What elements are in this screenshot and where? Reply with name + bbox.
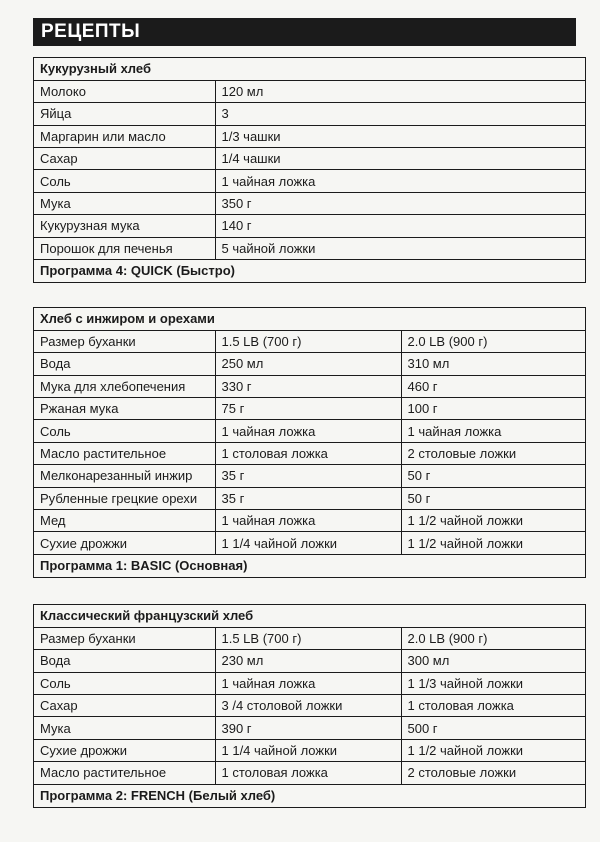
ingredient-name: Маргарин или масло bbox=[34, 125, 215, 147]
ingredient-name: Сахар bbox=[34, 695, 215, 717]
amount-small: 1.5 LB (700 г) bbox=[215, 330, 401, 352]
ingredient-name: Размер буханки bbox=[34, 627, 215, 649]
ingredient-name: Вода bbox=[34, 353, 215, 375]
amount-small: 250 мл bbox=[215, 353, 401, 375]
ingredient-row bbox=[34, 695, 585, 717]
ingredient-name: Мука bbox=[34, 717, 215, 739]
amount-small: 390 г bbox=[215, 717, 401, 739]
amount-large: 300 мл bbox=[401, 650, 585, 672]
ingredient-row bbox=[34, 487, 585, 509]
ingredient-row bbox=[34, 627, 585, 649]
ingredient-row bbox=[34, 650, 585, 672]
ingredient-row bbox=[34, 80, 585, 102]
amount-small: 1 чайная ложка bbox=[215, 420, 401, 442]
ingredient-name: Мелконарезанный инжир bbox=[34, 465, 215, 487]
amount-large: 2.0 LB (900 г) bbox=[401, 627, 585, 649]
amount-large: 1 1/3 чайной ложки bbox=[401, 672, 585, 694]
ingredient-row bbox=[34, 717, 585, 739]
ingredient-name: Молоко bbox=[34, 80, 215, 102]
amount-large: 2 столовые ложки bbox=[401, 762, 585, 784]
amount-large: 100 г bbox=[401, 398, 585, 420]
ingredient-name: Соль bbox=[34, 420, 215, 442]
ingredient-name: Сухие дрожжи bbox=[34, 739, 215, 761]
ingredient-row bbox=[34, 465, 585, 487]
ingredient-name: Сахар bbox=[34, 148, 215, 170]
ingredient-name: Яйца bbox=[34, 103, 215, 125]
recipe-title-row bbox=[34, 605, 585, 627]
amount-small: 35 г bbox=[215, 465, 401, 487]
ingredient-amount: 1/3 чашки bbox=[215, 125, 585, 147]
amount-small: 35 г bbox=[215, 487, 401, 509]
amount-large: 2.0 LB (900 г) bbox=[401, 330, 585, 352]
ingredient-name: Ржаная мука bbox=[34, 398, 215, 420]
ingredient-row bbox=[34, 215, 585, 237]
ingredient-name: Порошок для печенья bbox=[34, 237, 215, 259]
ingredient-row bbox=[34, 103, 585, 125]
ingredient-name: Мука для хлебопечения bbox=[34, 375, 215, 397]
ingredient-amount: 350 г bbox=[215, 192, 585, 214]
ingredient-row bbox=[34, 762, 585, 784]
ingredient-name: Масло растительное bbox=[34, 762, 215, 784]
ingredient-name: Сухие дрожжи bbox=[34, 532, 215, 554]
ingredient-name: Кукурузная мука bbox=[34, 215, 215, 237]
amount-small: 330 г bbox=[215, 375, 401, 397]
recipe-title: Хлеб с инжиром и орехами bbox=[34, 308, 585, 330]
amount-small: 3 /4 столовой ложки bbox=[215, 695, 401, 717]
ingredient-row bbox=[34, 330, 585, 352]
recipe-title: Классический французский хлеб bbox=[34, 605, 585, 627]
amount-large: 1 столовая ложка bbox=[401, 695, 585, 717]
ingredient-amount: 1 чайная ложка bbox=[215, 170, 585, 192]
amount-large: 460 г bbox=[401, 375, 585, 397]
ingredient-amount: 140 г bbox=[215, 215, 585, 237]
amount-small: 75 г bbox=[215, 398, 401, 420]
amount-large: 50 г bbox=[401, 465, 585, 487]
recipe-corn-bread bbox=[33, 57, 586, 283]
recipe-table bbox=[34, 58, 585, 282]
ingredient-row bbox=[34, 739, 585, 761]
amount-small: 230 мл bbox=[215, 650, 401, 672]
ingredient-name: Соль bbox=[34, 170, 215, 192]
ingredient-name: Размер буханки bbox=[34, 330, 215, 352]
amount-small: 1 1/4 чайной ложки bbox=[215, 532, 401, 554]
amount-large: 1 1/2 чайной ложки bbox=[401, 510, 585, 532]
amount-large: 2 столовые ложки bbox=[401, 442, 585, 464]
recipe-title-row bbox=[34, 308, 585, 330]
recipe-table bbox=[34, 308, 585, 577]
amount-small: 1 1/4 чайной ложки bbox=[215, 739, 401, 761]
recipe-table bbox=[34, 605, 585, 807]
amount-large: 1 1/2 чайной ложки bbox=[401, 532, 585, 554]
ingredient-row bbox=[34, 420, 585, 442]
ingredient-row bbox=[34, 532, 585, 554]
page-title: РЕЦЕПТЫ bbox=[33, 18, 576, 46]
program-row bbox=[34, 554, 585, 576]
amount-small: 1 столовая ложка bbox=[215, 442, 401, 464]
amount-large: 310 мл bbox=[401, 353, 585, 375]
amount-large: 50 г bbox=[401, 487, 585, 509]
ingredient-row bbox=[34, 192, 585, 214]
recipe-title: Кукурузный хлеб bbox=[34, 58, 585, 80]
ingredient-amount: 5 чайной ложки bbox=[215, 237, 585, 259]
ingredient-row bbox=[34, 375, 585, 397]
ingredient-name: Мука bbox=[34, 192, 215, 214]
ingredient-row bbox=[34, 170, 585, 192]
ingredient-row bbox=[34, 237, 585, 259]
ingredient-row bbox=[34, 148, 585, 170]
program-label: Программа 1: BASIC (Основная) bbox=[34, 554, 585, 576]
ingredient-name: Рубленные грецкие орехи bbox=[34, 487, 215, 509]
amount-large: 1 1/2 чайной ложки bbox=[401, 739, 585, 761]
amount-small: 1 чайная ложка bbox=[215, 510, 401, 532]
amount-large: 500 г bbox=[401, 717, 585, 739]
ingredient-row bbox=[34, 510, 585, 532]
ingredient-row bbox=[34, 672, 585, 694]
recipe-french-bread bbox=[33, 604, 586, 808]
ingredient-name: Соль bbox=[34, 672, 215, 694]
ingredient-amount: 1/4 чашки bbox=[215, 148, 585, 170]
ingredient-name: Масло растительное bbox=[34, 442, 215, 464]
ingredient-row bbox=[34, 353, 585, 375]
amount-small: 1.5 LB (700 г) bbox=[215, 627, 401, 649]
ingredient-row bbox=[34, 125, 585, 147]
ingredient-amount: 120 мл bbox=[215, 80, 585, 102]
ingredient-row bbox=[34, 398, 585, 420]
amount-small: 1 столовая ложка bbox=[215, 762, 401, 784]
amount-small: 1 чайная ложка bbox=[215, 672, 401, 694]
ingredient-amount: 3 bbox=[215, 103, 585, 125]
amount-large: 1 чайная ложка bbox=[401, 420, 585, 442]
ingredient-name: Мед bbox=[34, 510, 215, 532]
ingredient-row bbox=[34, 442, 585, 464]
program-label: Программа 4: QUICK (Быстро) bbox=[34, 260, 585, 282]
program-label: Программа 2: FRENCH (Белый хлеб) bbox=[34, 784, 585, 806]
ingredient-name: Вода bbox=[34, 650, 215, 672]
recipe-fig-nut-bread bbox=[33, 307, 586, 578]
program-row bbox=[34, 260, 585, 282]
recipe-title-row bbox=[34, 58, 585, 80]
program-row bbox=[34, 784, 585, 806]
